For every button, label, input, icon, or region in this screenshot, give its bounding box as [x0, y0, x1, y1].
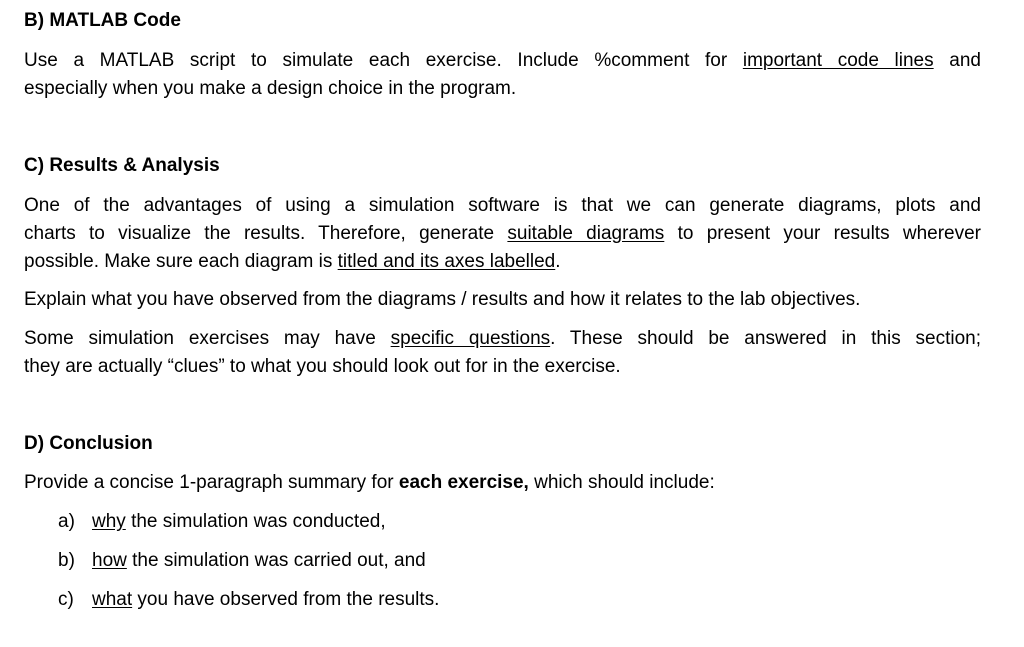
section-d-heading: D) Conclusion	[24, 433, 153, 454]
text-run: the simulation was carried out, and	[126, 550, 426, 571]
section-c-paragraph-3-line-2: they are actually “clues” to what you should look out for in the exercise.	[24, 356, 621, 377]
section-b-paragraph-line-1	[24, 47, 981, 75]
underlined-word-how: how	[92, 550, 127, 571]
section-c-paragraph-3-line-1	[24, 325, 981, 353]
text-run: which should include:	[528, 472, 715, 493]
section-c-paragraph-1-line-1: One of the advantages of using a simulation software is that we can generate diagrams, plots and	[24, 195, 981, 216]
text-run: and	[949, 50, 981, 71]
text-run: the simulation was conducted,	[125, 511, 386, 532]
section-d-intro	[24, 470, 715, 496]
text-run: possible. Make sure each diagram is	[24, 251, 333, 272]
section-c-paragraph-1-line-3	[24, 248, 981, 276]
text-run: Some simulation exercises may have	[24, 328, 376, 349]
list-marker: b)	[58, 550, 75, 571]
text-run: charts to visualize the results. Therefore, generate	[24, 223, 495, 244]
section-b-heading: B) MATLAB Code	[24, 10, 181, 31]
list-item	[58, 587, 439, 613]
section-c-heading: C) Results & Analysis	[24, 155, 220, 176]
section-c-paragraph-2: Explain what you have observed from the diagrams / results and how it relates to the lab objectives.	[24, 289, 861, 310]
text-run: Use a MATLAB script to simulate each exercise. Include %comment for	[24, 50, 728, 71]
underlined-phrase-specific-questions: specific questions	[390, 328, 551, 349]
section-c-paragraph-3	[24, 325, 981, 381]
section-b-paragraph	[24, 47, 981, 103]
section-b-paragraph-line-2: especially when you make a design choice in the program.	[24, 78, 517, 99]
text-run: .	[555, 251, 561, 272]
list-marker: c)	[58, 589, 74, 610]
section-c-paragraph-1-line-2	[24, 220, 981, 248]
underlined-phrase-important-code-lines: important code lines	[742, 50, 934, 71]
text-run: you have observed from the results.	[132, 589, 440, 610]
text-run: Provide a concise 1-paragraph summary for	[24, 472, 399, 493]
underlined-word-why: why	[92, 511, 126, 532]
list-item	[58, 548, 426, 574]
text-run: to present your results wherever	[677, 223, 981, 244]
underlined-word-what: what	[92, 589, 133, 610]
list-marker: a)	[58, 511, 75, 532]
underlined-phrase-titled-axes: titled and its axes labelled	[337, 251, 556, 272]
section-c-paragraph-1	[24, 192, 981, 276]
text-run: . These should be answered in this section;	[550, 328, 981, 349]
list-item	[58, 509, 386, 535]
underlined-phrase-suitable-diagrams: suitable diagrams	[507, 223, 665, 244]
bold-phrase-each-exercise: each exercise,	[398, 472, 529, 493]
